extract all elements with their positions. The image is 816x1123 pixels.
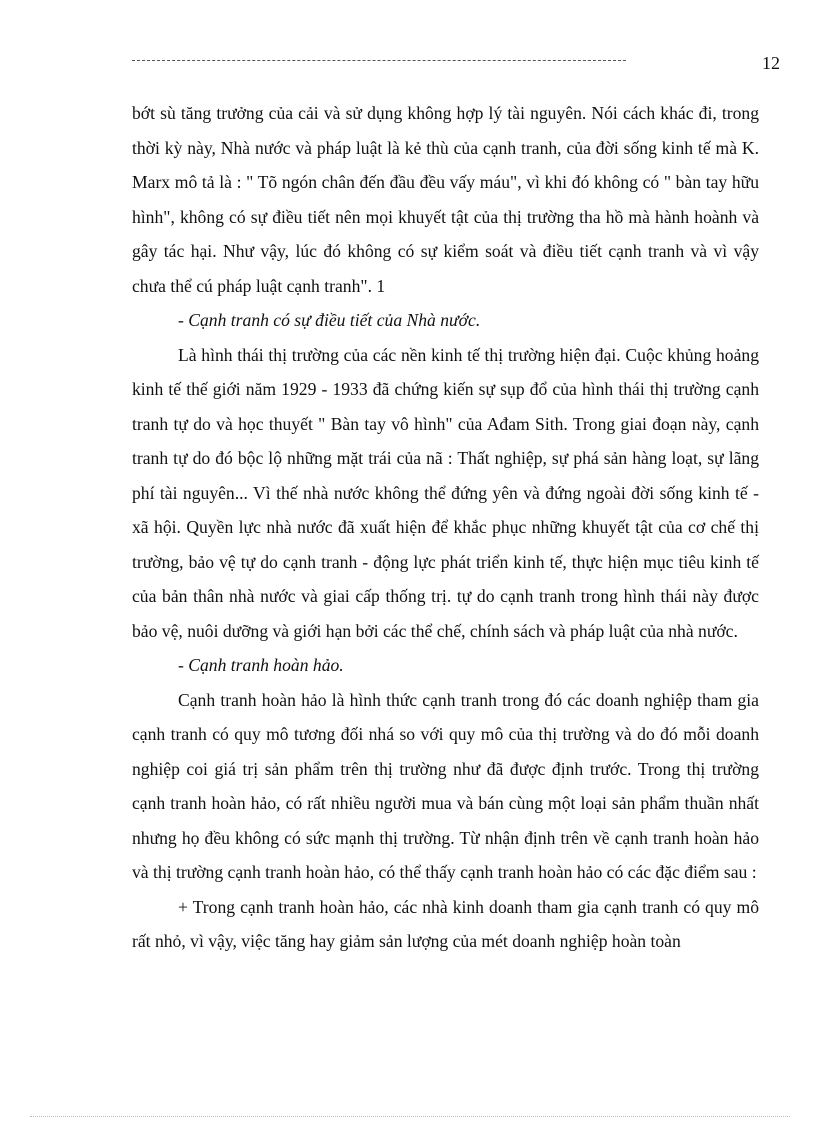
section-heading: - Cạnh tranh hoàn hảo.	[178, 655, 344, 675]
body-text	[132, 96, 759, 959]
paragraph: + Trong cạnh tranh hoàn hảo, các nhà kinh doanh tham gia cạnh tranh có quy mô rất nhỏ, vì vậy, việc tăng hay giảm sản lượng của mét doanh nghiệp hoàn toàn	[132, 896, 759, 951]
paragraph: bớt sù tăng trưởng của cải và sử dụng không hợp lý tài nguyên. Nói cách khác đi, trong thời kỳ này, Nhà nước và pháp luật là kẻ thù của cạnh tranh, của đời sống kinh tế mà K. Marx mô tả là : " Tõ ngón chân đến đầu đều vấy máu", vì khi đó không có " bàn tay hữu hình", không có sự điều tiết nên mọi khuyết tật của thị trường tha hồ mà hành hoành và gây tác hại. Như vậy, lúc đó không có sự kiểm soát và điều tiết cạnh tranh và vì vậy chưa thể cú pháp luật cạnh tranh". 1	[132, 103, 759, 296]
paragraph: Cạnh tranh hoàn hảo là hình thức cạnh tranh trong đó các doanh nghiệp tham gia cạnh tranh có quy mô tương đối nhá so với quy mô của thị trường và do đó mỗi doanh nghiệp coi giá trị sản phẩm trên thị trường như đã được định trước. Trong thị trường cạnh tranh hoàn hảo, có rất nhiều người mua và bán cùng một loại sản phẩm thuần nhất nhưng họ đều không có sức mạnh thị trường. Từ nhận định trên về cạnh tranh hoàn hảo và thị trường cạnh tranh hoàn hảo, có thể thấy cạnh tranh hoàn hảo có các đặc điểm sau :	[132, 689, 759, 882]
header-divider	[132, 60, 626, 61]
section-heading: - Cạnh tranh có sự điều tiết của Nhà nước.	[178, 310, 481, 330]
page-number: 12	[762, 53, 780, 73]
paragraph: Là hình thái thị trường của các nền kinh tế thị trường hiện đại. Cuộc khủng hoảng kinh tế thế giới năm 1929 - 1933 đã chứng kiến sự sụp đổ của hình thái thị trường cạnh tranh tự do và học thuyết " Bàn tay vô hình" của Ađam Sith. Trong giai đoạn này, cạnh tranh tự do đó bộc lộ những mặt trái của nã : Thất nghiệp, sự phá sản hàng loạt, sự lãng phí tài nguyên... Vì thế nhà nước không thể đứng yên và đứng ngoài đời sống kinh tế - xã hội. Quyền lực nhà nước đã xuất hiện để khắc phục những khuyết tật của cơ chế thị trường, bảo vệ tự do cạnh tranh - động lực phát triển kinh tế, thực hiện mục tiêu kinh tế của bản thân nhà nước và giai cấp thống trị. tự do cạnh tranh trong hình thái này được bảo vệ, nuôi dưỡng và giới hạn bởi các thể chế, chính sách và pháp luật của nhà nước.	[132, 344, 759, 641]
footer-divider	[30, 1116, 790, 1117]
